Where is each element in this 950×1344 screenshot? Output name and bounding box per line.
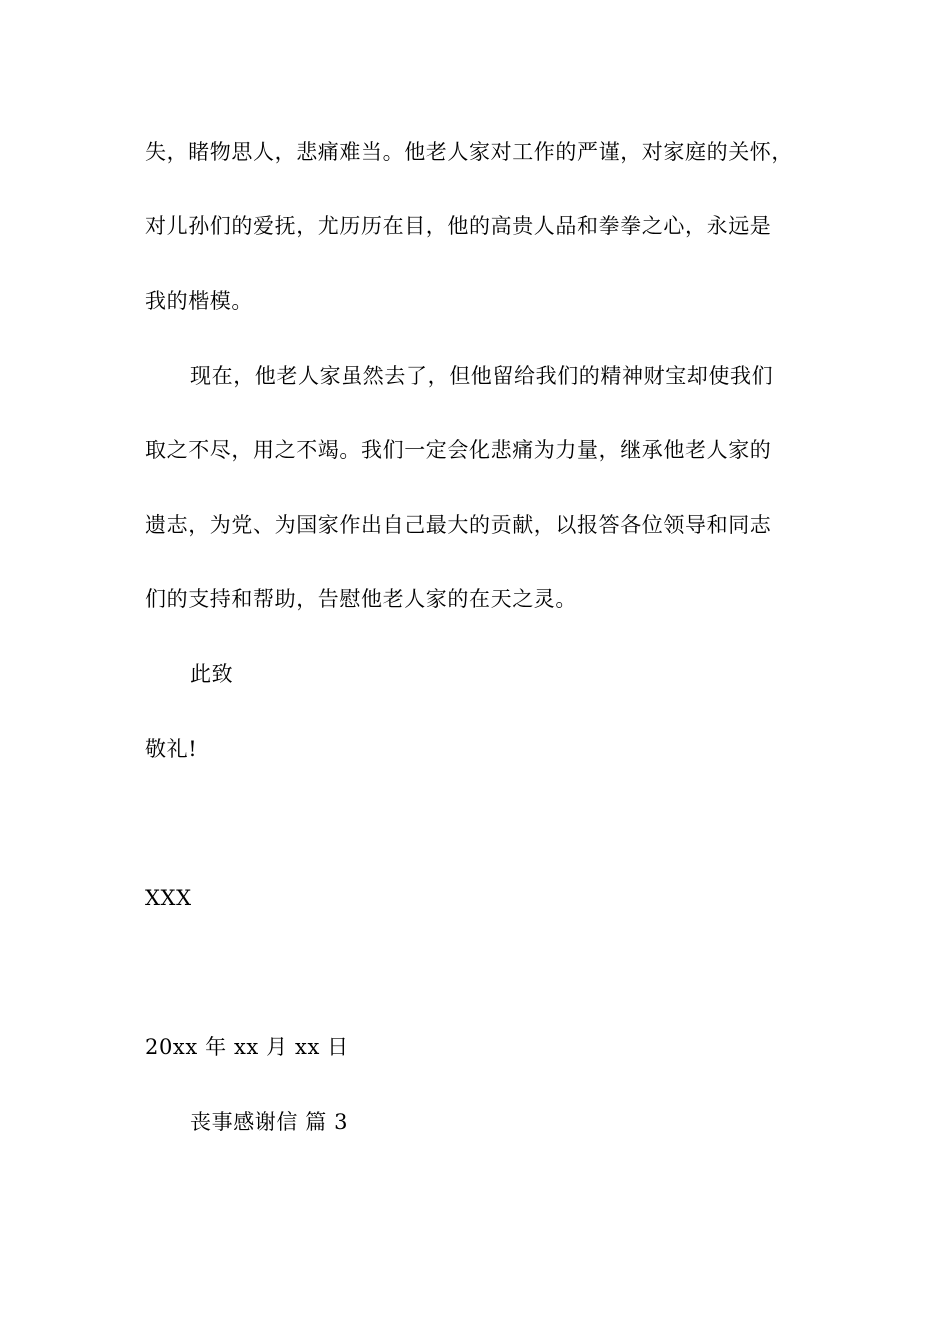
salutation: 敬礼! bbox=[145, 737, 198, 761]
paragraph-line-5: 取之不尽，用之不竭。我们一定会化悲痛为力量，继承他老人家的 bbox=[145, 438, 772, 462]
signature: XXX bbox=[145, 886, 192, 910]
paragraph-line-7: 们的支持和帮助，告慰他老人家的在天之灵。 bbox=[145, 587, 577, 611]
paragraph-line-3: 我的楷模。 bbox=[145, 289, 253, 313]
paragraph-line-1: 失，睹物思人，悲痛难当。他老人家对工作的严谨，对家庭的关怀， bbox=[145, 140, 793, 164]
date-line: 20xx 年 xx 月 xx 日 bbox=[145, 1035, 349, 1059]
closing-phrase: 此致 bbox=[190, 662, 234, 686]
section-heading: 丧事感谢信 篇 3 bbox=[190, 1110, 349, 1134]
paragraph-line-4: 现在，他老人家虽然去了，但他留给我们的精神财宝却使我们 bbox=[190, 364, 774, 388]
paragraph-line-6: 遗志，为党、为国家作出自己最大的贡献，以报答各位领导和同志 bbox=[145, 513, 772, 537]
paragraph-line-2: 对儿孙们的爱抚，尤历历在目，他的高贵人品和拳拳之心，永远是 bbox=[145, 214, 772, 238]
